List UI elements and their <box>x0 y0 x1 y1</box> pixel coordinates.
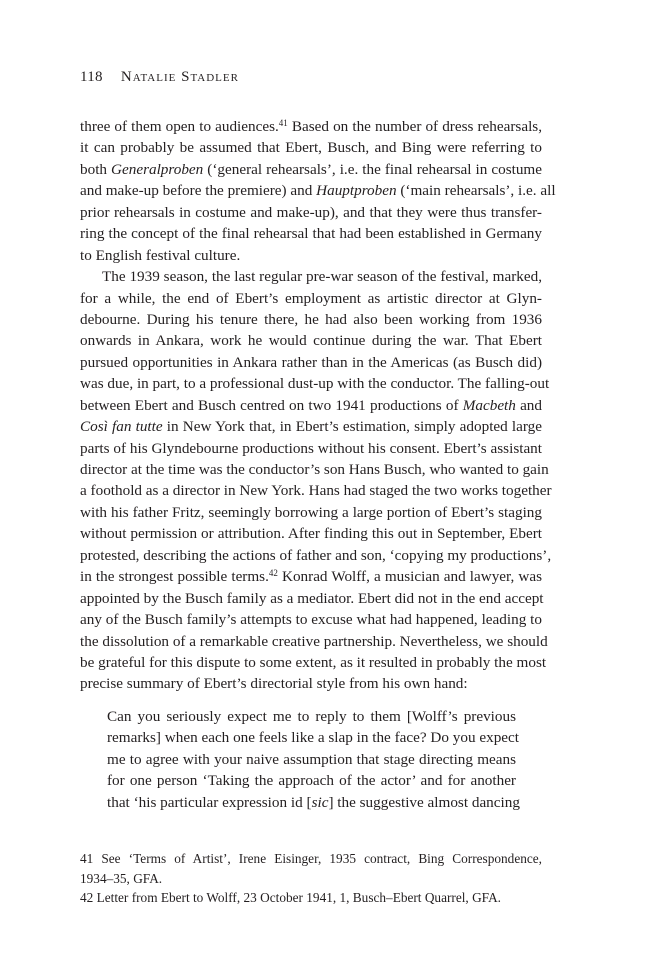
running-head <box>80 69 239 86</box>
paragraph-2-line: protested, describing the actions of father and son, ‘copying my productions’, <box>80 546 552 564</box>
paragraph-2-line: a foothold as a director in New York. Hans had staged the two works together <box>80 482 552 500</box>
body-text <box>80 116 556 695</box>
block-quote-line: me to agree with your naive assumption that stage directing means <box>107 750 516 768</box>
paragraph-1-line: ring the concept of the final rehearsal that had been established in Germany <box>80 225 542 243</box>
paragraph-2-line: without permission or attribution. After finding this out in September, Ebert <box>80 525 542 543</box>
paragraph-2-line: be grateful for this dispute to some extent, as it resulted in probably the most <box>80 653 547 671</box>
paragraph-2 <box>80 266 552 695</box>
paragraph-2-line: for a while, the end of Ebert’s employment as artistic director at Glyn- <box>80 289 542 307</box>
footnote-line: 41 See ‘Terms of Artist’, Irene Eisinger, 1935 contract, Bing Correspondence, <box>80 851 542 866</box>
running-head-author: Natalie Stadler <box>120 69 239 85</box>
block-quote-line: that ‘his particular expression id [sic] the suggestive almost dancing <box>107 793 520 811</box>
paragraph-2-line: in the strongest possible terms.$^{42}$ Konrad Wolff, a musician and lawyer, was <box>80 568 542 586</box>
block-quote <box>107 706 520 813</box>
italic-text: sic <box>311 793 329 811</box>
italic-text: Macbeth <box>462 396 516 414</box>
paragraph-2-line: director at the time was the conductor’s son Hans Busch, who wanted to gain <box>80 461 549 478</box>
paragraph-2-line: was due, in part, to a professional dust-up with the conductor. The falling-out <box>80 375 550 393</box>
paragraph-1-line: it can probably be assumed that Ebert, Busch, and Bing were referring to <box>80 139 542 157</box>
page-number: 118 <box>80 69 103 85</box>
italic-text: Generalproben <box>111 160 204 178</box>
paragraph-2-line: Così fan tutte in New York that, in Ebert’s estimation, simply adopted large <box>80 418 543 436</box>
paragraph-1-line: three of them open to audiences.$^{41}$ Based on the number of dress rehearsals, <box>80 118 542 135</box>
paragraph-2-line: The 1939 season, the last regular pre-war season of the festival, marked, <box>102 268 542 286</box>
footnote-line: 42 Letter from Ebert to Wolff, 23 October 1941, 1, Busch–Ebert Quarrel, GFA. <box>80 890 502 905</box>
block-quote-line: for one person ‘Taking the approach of the actor’ and for another <box>107 772 516 790</box>
block-quote-line: Can you seriously expect me to reply to them [Wolff’s previous <box>107 708 516 725</box>
paragraph-1-line: to English festival culture. <box>80 246 241 264</box>
italic-text: Così fan tutte <box>80 418 163 436</box>
paragraph-1 <box>80 116 556 266</box>
paragraph-2-line: with his father Fritz, seemingly borrowing a large portion of Ebert’s staging <box>80 503 542 521</box>
italic-text: Hauptproben <box>316 182 397 200</box>
footnote-line: 1934–35, GFA. <box>80 870 163 886</box>
paragraph-1-line: and make-up before the premiere) and Hauptproben (‘main rehearsals’, i.e. all <box>80 182 556 200</box>
paragraph-1-line: both Generalproben (‘general rehearsals’, i.e. the final rehearsal in costume <box>80 160 542 178</box>
block-quote-line: remarks] when each one feels like a slap in the face? Do you expect <box>107 729 519 747</box>
paragraph-2-line: between Ebert and Busch centred on two 1941 productions of Macbeth and <box>80 396 542 414</box>
paragraph-2-line: debourne. During his tenure there, he had also been working from 1936 <box>80 310 542 328</box>
paragraph-1-line: prior rehearsals in costume and make-up), and that they were thus transfer- <box>80 203 542 221</box>
paragraph-2-line: the dissolution of a remarkable creative partnership. Nevertheless, we should <box>80 632 548 650</box>
paragraph-2-line: appointed by the Busch family as a mediator. Ebert did not in the end accept <box>80 589 544 607</box>
paragraph-2-line: any of the Busch family’s attempts to excuse what had happened, leading to <box>80 611 542 629</box>
paragraph-2-line: precise summary of Ebert’s directorial style from his own hand: <box>80 675 468 693</box>
paragraph-2-line: onwards in Ankara, work he would continue during the war. That Ebert <box>80 332 542 350</box>
footnote-marker: 41 <box>278 118 288 128</box>
footnote-marker: 42 <box>268 568 278 579</box>
paragraph-2-line: pursued opportunities in Ankara rather than in the Americas (as Busch did) <box>80 353 542 371</box>
paragraph-2-line: parts of his Glyndebourne productions without his consent. Ebert’s assistant <box>80 439 542 457</box>
footnotes <box>80 849 542 908</box>
